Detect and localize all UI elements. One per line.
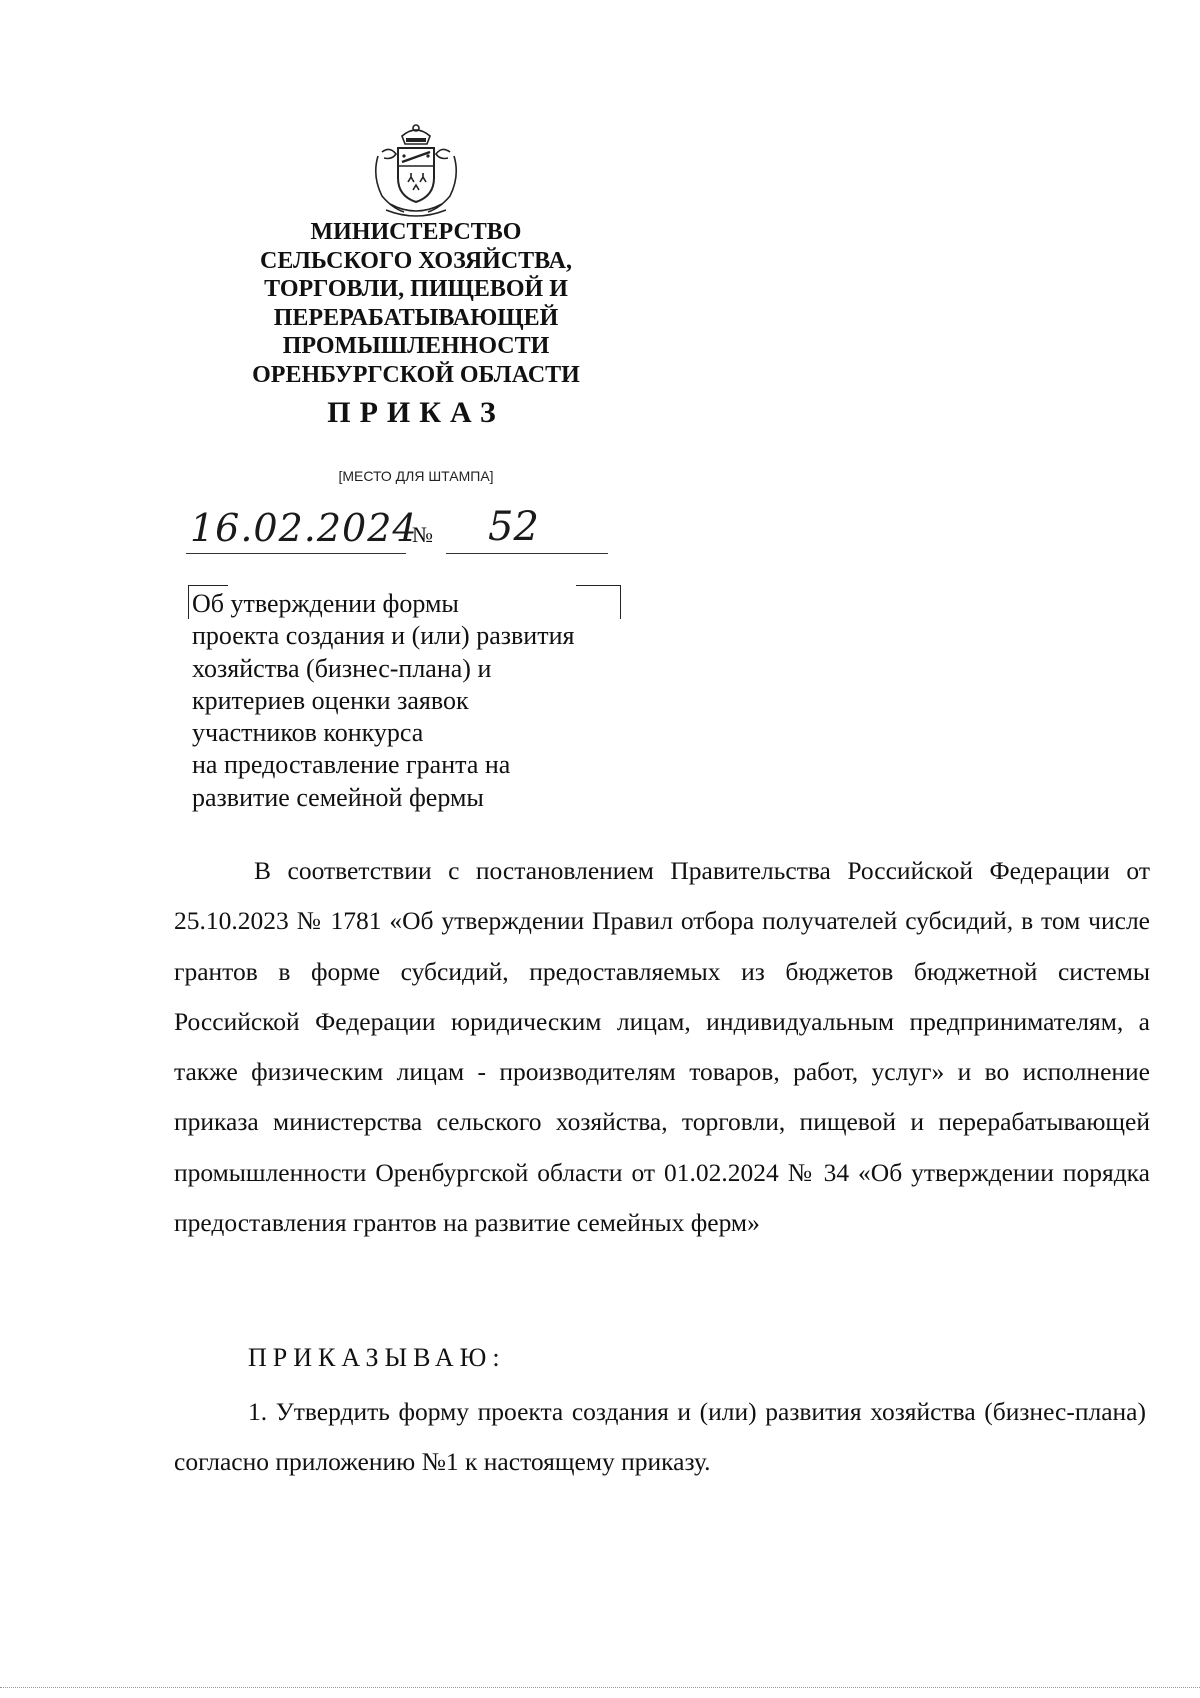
subject-bracket-left bbox=[188, 585, 228, 586]
ministry-line: ТОРГОВЛИ, ПИЩЕВОЙ И bbox=[264, 276, 568, 302]
order-item-1: 1. Утвердить форму проекта создания и (или) развития хозяйства (бизнес-плана) согласно приложению №1 к настоящему приказу. bbox=[174, 1397, 1146, 1477]
subject-bracket-right bbox=[620, 585, 621, 619]
ministry-name bbox=[220, 218, 612, 389]
subject-line: развитие семейной фермы bbox=[192, 782, 484, 812]
date-handwritten: 16.02.2024 bbox=[190, 506, 418, 550]
subject-line: критериев оценки заявок bbox=[192, 685, 469, 715]
coat-of-arms-icon bbox=[372, 122, 460, 220]
scan-edge-divider bbox=[0, 1687, 1200, 1688]
order-subject bbox=[192, 588, 612, 814]
subject-line: участников конкурса bbox=[192, 718, 424, 748]
subject-line: проекта создания и (или) развития bbox=[192, 621, 575, 651]
subject-line: Об утверждении формы bbox=[192, 589, 459, 618]
stamp-placeholder: [МЕСТО ДЛЯ ШТАМПА] bbox=[338, 468, 494, 484]
number-underline bbox=[446, 553, 608, 554]
ministry-line: ПРОМЫШЛЕННОСТИ bbox=[282, 333, 550, 359]
ministry-line: ОРЕНБУРГСКОЙ ОБЛАСТИ bbox=[252, 361, 580, 388]
number-handwritten: 52 bbox=[488, 504, 539, 550]
preamble-paragraph: В соответствии с постановлением Правительства Российской Федерации от 25.10.2023 № 1781 «Об утверждении Правил отбора получателей субсидий, в том числе грантов в форме субсидий, предоставляемых из бюджетов бюджетной системы Российской Федерации юридическим лицам, индивидуальным предпринимателям, а также физическим лицам - производителям товаров, работ, услуг» и во исполнение приказа министерства сельского хозяйства, торговли, пищевой и перерабатывающей промышленности Оренбургской области от 01.02.2024 № 34 «Об утверждении порядка предоставления грантов на развитие семейных ферм» bbox=[174, 856, 1150, 1238]
order-title: ПРИКАЗ bbox=[327, 396, 505, 429]
number-sign: № bbox=[412, 522, 433, 547]
subject-line: хозяйства (бизнес-плана) и bbox=[192, 653, 492, 683]
ministry-line: МИНИСТЕРСТВО bbox=[310, 219, 522, 245]
subject-bracket-right bbox=[576, 585, 620, 586]
date-underline bbox=[186, 553, 406, 554]
orders-word: ПРИКАЗЫВАЮ: bbox=[248, 1343, 506, 1372]
ministry-line: ПЕРЕРАБАТЫВАЮЩЕЙ bbox=[273, 304, 559, 331]
subject-line: на предоставление гранта на bbox=[192, 750, 511, 780]
subject-bracket-left bbox=[188, 585, 189, 619]
ministry-line: СЕЛЬСКОГО ХОЗЯЙСТВА, bbox=[259, 247, 573, 274]
